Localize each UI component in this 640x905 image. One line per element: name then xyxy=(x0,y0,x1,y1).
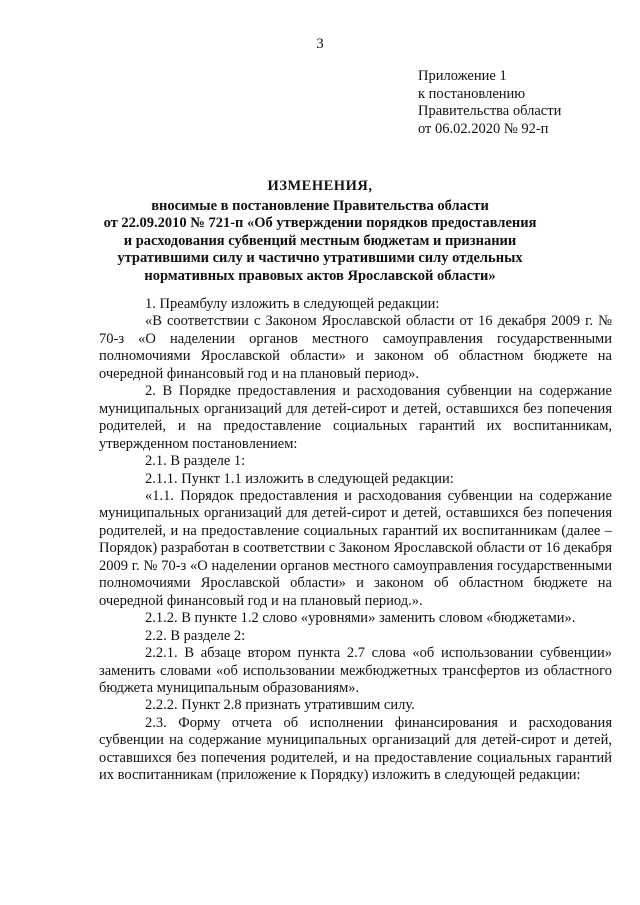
appendix-line: от 06.02.2020 № 92-п xyxy=(418,120,549,137)
title-line: утратившими силу и частично утратившими силу отдельных xyxy=(117,250,523,267)
paragraph: 2.2.1. В абзаце втором пункта 2.7 слова «об использовании субвенции» заменить словами «об использовании межбюджетных трансфертов из областного бюджета муниципальным образованиям». xyxy=(99,645,612,696)
paragraph: 2. В Порядке предоставления и расходования субвенции на содержание муниципальных организаций для детей-сирот и детей, оставшихся без попечения родителей, и на предоставление социальных гарантий их воспитанникам, утвержденном постановлением: xyxy=(99,383,612,452)
title-line: нормативных правовых актов Ярославской области» xyxy=(144,267,496,284)
appendix-line: Приложение 1 xyxy=(418,68,507,84)
paragraph: 2.1. В разделе 1: xyxy=(145,453,246,470)
title-heading: ИЗМЕНЕНИЯ, xyxy=(267,178,373,194)
appendix-line: к постановлению xyxy=(418,85,526,102)
title-line: от 22.09.2010 № 721-п «Об утверждении порядков предоставления xyxy=(103,215,537,232)
appendix-header xyxy=(418,68,561,138)
paragraph: 2.2.2. Пункт 2.8 признать утратившим силу. xyxy=(145,697,415,714)
document-title xyxy=(100,178,540,286)
title-line: и расходования субвенций местным бюджетам и признании xyxy=(123,232,517,249)
page-number: 3 xyxy=(316,36,324,52)
title-line: вносимые в постановление Правительства области xyxy=(151,197,489,214)
document-body xyxy=(99,296,612,785)
appendix-line: Правительства области xyxy=(418,103,562,119)
paragraph: 2.1.2. В пункте 1.2 слово «уровнями» заменить словом «бюджетами». xyxy=(145,610,576,627)
paragraph: 2.2. В разделе 2: xyxy=(145,627,246,644)
paragraph: 2.1.1. Пункт 1.1 изложить в следующей редакции: xyxy=(145,470,454,487)
paragraph: «1.1. Порядок предоставления и расходования субвенции на содержание муниципальных организаций для детей-сирот и детей, оставшихся без попечения родителей, и на предоставление социальных гарантий их воспитанникам (далее – Порядок) разработан в соответствии с Законом Ярославской области от 16 декабря 2009 г. № 70-з «О наделении органов местного самоуправления государственными полномочиями Ярославской области» и законом об областном бюджете на очередной финансовый год и на плановый период.». xyxy=(99,487,612,609)
paragraph: 2.3. Форму отчета об исполнении финансирования и расходования субвенции на содержание муниципальных организаций для детей-сирот и детей, оставшихся без попечения родителей, и на предоставление социальных гарантий их воспитанникам (приложение к Порядку) изложить в следующей редакции: xyxy=(99,714,612,784)
paragraph: «В соответствии с Законом Ярославской области от 16 декабря 2009 г. № 70-з «О наделении органов местного самоуправления государственными полномочиями Ярославской области» и законом об областном бюджете на очередной финансовый год и на плановый период». xyxy=(99,313,612,382)
paragraph: 1. Преамбулу изложить в следующей редакции: xyxy=(145,296,440,312)
